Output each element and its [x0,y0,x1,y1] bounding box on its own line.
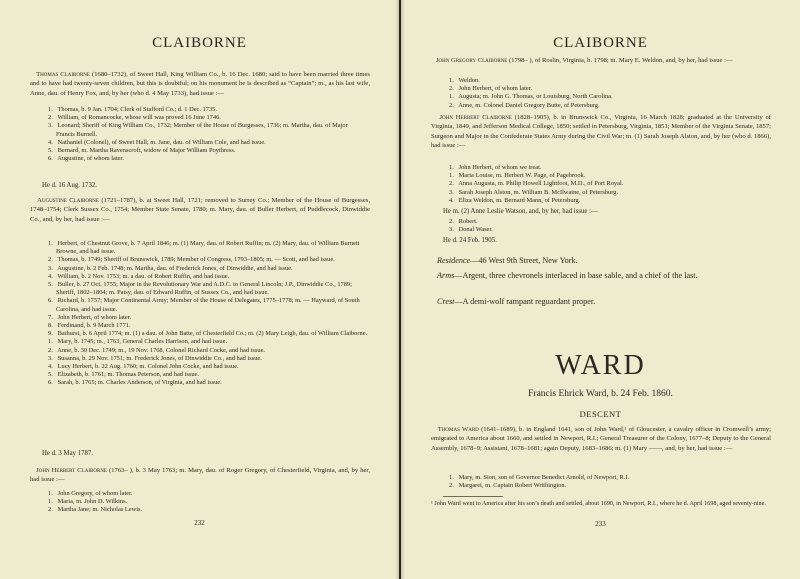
list-item-number: 8. [48,322,53,330]
list-item-number: 5. [48,147,53,155]
person-name: Augustine Claiborne [37,197,99,204]
list-item-text: Donal Waser. [458,226,493,234]
list-item-number: 6. [48,155,53,163]
thomas-ward-children-list [443,474,769,490]
list-item-number: 1. [48,240,53,247]
crest-line [437,296,777,307]
list-item-text: Mary, b. 1745; m., 1763, General Charles Harrison, and had issue. [57,338,228,346]
list-item-text: Susanna, b. 29 Nov. 1751; m. Frederick Jones, of Dinwiddie Co., and had issue. [57,354,262,362]
list-item [42,355,368,363]
descent-heading: DESCENT [579,409,622,419]
arms-line [437,270,755,281]
crest-label: Crest [437,297,455,306]
list-item-number: 2. [48,256,53,264]
list-item-text: Sarah Joseph Alston, m. William B. McIlwaine, of Petersburg. [458,188,619,196]
list-item [443,482,769,490]
death-note: He d. 24 Feb. 1905. [443,237,497,244]
list-item-text: Weldon. [458,77,480,84]
list-item [42,363,368,371]
arms-value: —Argent, three chevronels interlaced in base sable, and a chief of the last. [454,271,698,280]
list-item-text: William, b. 2 Nov. 1753; m. a dau. of Robert Ruffin, and had issue. [57,272,230,280]
list-item [443,93,769,101]
list-item [42,122,368,138]
list-item [42,240,368,256]
list-item-text: John Herbert, of whom later. [57,313,132,321]
augustine-claiborne-paragraph [30,196,370,224]
list-item [443,172,769,180]
list-item-text: Thomas, b. 1749; Sheriff of Brunswick, 1789; Member of Congress, 1793–1805; m. — Scott, and had issue. [57,256,335,264]
list-item-text: Ferdinand, b. 9 March 1771. [57,322,131,330]
list-item-number: 4. [48,363,53,371]
list-item-number: 1. [48,490,53,497]
list-item-number: 2. [449,218,454,225]
augustine-children-list [42,240,368,388]
list-item [443,474,769,482]
list-item-number: 2. [48,114,53,122]
list-item-text: John Herbert, of whom later. [458,85,533,93]
person-name: John Herbert Claiborne [439,114,512,121]
list-item-text: Richard, b. 1757; Major Continental Army; Member of the House of Delegates, 1775–1778; m. — Hayward, of South Carolina, and had issue. [56,297,360,313]
list-item-text: Thomas, b. 9 Jan. 1704; Clerk of Stafford Co.; d. 1 Dec. 1735. [57,106,217,113]
john-gregory-claiborne-paragraph [431,56,771,65]
thomas-ward-paragraph [431,425,771,453]
thomas-claiborne-paragraph [30,70,370,98]
list-item-text: Robert. [458,218,478,225]
list-item-number: 2. [449,482,454,490]
list-item-number: 4. [48,138,53,146]
list-item-text: Mary, m. Sion, son of Governor Benedict Arnold, of Newport, R.I. [458,474,630,481]
list-item-text: Nathaniel (Colonel), of Sweet Hall; m. Jane, dau. of William Cole, and had issue. [57,138,266,146]
book-gutter-shadow [395,0,405,579]
paragraph-text: (1798– ), of Roslin, Virginia, b. 1798; m. Mary E. Weldon, and, by her, had issue :— [509,57,733,64]
list-item-number: 2. [449,85,454,93]
list-item [42,147,368,155]
list-item-text: William, of Romancocke, whose will was proved 16 June 1746. [57,114,221,122]
john-gregory-children-list [443,77,769,110]
list-item-text: Eliza Weldon, m. Bernard Mann, of Petersburg. [458,196,581,204]
list-item [443,197,769,205]
arms-label: Arms [437,271,455,280]
list-item-number: 5. [48,281,53,289]
list-item-number: 1. [48,498,53,506]
list-item-text: Anne, m. Colonel Daniel Gregory Butte, of Petersburg. [458,101,600,109]
list-item [443,77,769,85]
list-item [42,297,368,313]
death-note: He d. 3 May 1787. [42,450,93,457]
residence-line [437,255,777,266]
list-item [443,180,769,188]
footnote-rule [443,496,503,497]
john-herbert-claiborne-1828-paragraph [431,113,771,151]
list-item-text: Buller, b. 27 Oct. 1755; Major in the Revolutionary War and A.D.C. to General Lincoln; J.P., Dinwiddie Co., 1789; Sheriff, 1802–1804; m. Patsy, dau. of Edward Ruffin, of Sussex Co., and had issue. [56,281,352,297]
list-item-text: Margaret, m. Captain Robert Writhington. [458,482,567,490]
person-name: Thomas Claiborne [36,71,90,78]
list-item-number: 1. [449,172,454,180]
list-item [443,164,769,172]
list-item-number: 2. [449,180,454,188]
list-item-number: 5. [48,371,53,379]
second-marriage-note: He m. (2) Anne Leslie Watson, and, by her, had issue :— [443,208,598,215]
list-item-number: 2. [48,346,53,354]
list-item [42,379,368,387]
list-item-number: 3. [48,122,53,130]
list-item-text: John Gregory, of whom later. [57,490,133,497]
list-item-number: 1. [48,106,53,113]
list-item [42,139,368,147]
list-item [42,338,368,346]
person-name: John Gregory Claiborne [435,57,508,64]
list-item [42,314,368,322]
residence-label: Residence [437,256,471,265]
list-item-number: 3. [449,188,454,196]
list-item-text: Bernard, m. Martha Ravenscroft, widow of Major William Poythress. [57,147,236,155]
john-herbert-children-list [42,490,368,515]
list-item-text: Maria Louise, m. Herbert W. Page, of Pagebrook. [458,172,586,180]
list-item-text: John Herbert, of whom we treat. [458,164,542,171]
list-item-text: Lucy Herbert, b. 22 Aug. 1760; m. Colonel John Cocke, and had issue. [57,363,239,371]
list-item-number: 9. [48,330,53,338]
list-item [42,371,368,379]
list-item-text: Maria, m. John D. Wilkins. [57,498,128,506]
list-item [42,106,368,114]
list-item-number: 3. [48,264,53,272]
page-number: 233 [595,520,606,528]
list-item-text: Herbert, of Chestnut Grove, b. 7 April 1846; m. (1) Mary, dau. of Robert Ruffin; m. (2) Mary, dau. of William Burnett Browne, and had issue. [56,240,360,256]
paragraph-text: (1763– ), b. 3 May 1763; m. Mary, dau. of Roger Gregory, of Chesterfield, Virginia, and, by her, had issue :— [30,467,371,484]
list-item-number: 1. [449,93,454,101]
list-item-text: Leonard; Sheriff of King William Co., 1732; Member of the House of Burgesses, 1736; m. Martha, dau. of Major Francis Burnell. [56,122,348,138]
list-item [42,322,368,330]
list-item-text: Martha Jane; m. Nicholas Lewis. [57,506,143,514]
thomas-children-list [42,106,368,163]
list-item-number: 6. [48,379,53,387]
list-item [443,85,769,93]
list-item [42,347,368,355]
page-number: 232 [194,519,205,527]
left-page-heading: CLAIBORNE [152,35,247,51]
list-item-number: 1. [449,77,454,84]
list-item-text: Augustine, b. 2 Feb. 1748; m. Martha, dau. of Frederick Jones, of Dinwiddie, and had issue. [57,264,293,272]
list-item [42,498,368,506]
list-item-number: 1. [449,164,454,171]
list-item-number: 1. [48,338,53,346]
paragraph-text: (1721–1787), b. at Sweet Hall, 1721; removed to Surrey Co.; Member of the House of Burgesses, 1748–1754; Clerk Sussex Co., 1754; Member State Senate, 1780; m. Mary, dau. of Buller Herbert, of Puddlecock, Dinwiddie Co., and, by her, had issue :— [30,197,370,223]
right-page-heading: CLAIBORNE [553,35,648,51]
list-item-text: Bathurst, b. 6 April 1774; m. (1) a dau. of John Batte, of Chesterfield Co.; m. (2) Mary Leigh, dau. of William Claiborne. [57,330,368,338]
list-item-number: 1. [449,474,454,481]
list-item-number: 4. [449,196,454,204]
list-item-number: 7. [48,313,53,321]
person-name: Thomas Ward [437,426,479,433]
john-herbert-claiborne-paragraph [30,466,370,485]
list-item-number: 3. [449,226,454,234]
list-item [443,226,769,234]
list-item [42,265,368,273]
person-name: John Herbert Claiborne [36,467,107,474]
residence-value: —46 West 9th Street, New York. [470,256,578,265]
list-item [42,281,368,297]
list-item [42,273,368,281]
list-item [42,256,368,264]
right-page [401,0,800,579]
list-item-number: 2. [48,506,53,514]
list-item [443,102,769,110]
list-item-text: Augusta; m. John G. Thomas, or Louisburg, North Carolina. [458,93,613,101]
list-item-text: Elizabeth, b. 1761; m. Thomas Peterson, and had issue. [57,371,199,379]
list-item-number: 4. [48,272,53,280]
paragraph-text: (1680–1732), of Sweet Hall, King William Co., b. 16 Dec. 1680; said to have been married three times and to have had twenty-seven children, but this is doubtful; on his monument he is described as “Captain”; m., as his last wife, Anne, dau. of Henry Fox, and, by her (who d. 4 May 1733), had issue :— [30,71,370,97]
first-marriage-children-list [443,164,769,205]
footnote: ¹ John Ward went to America after his son’s death and settled, about 1690, in Newport, R.I., where he d. April 1698, aged seventy-nine. [431,500,766,507]
list-item-text: Anna Augusta, m. Philip Howell Lightfoot, M.D., of Port Royal. [458,180,624,188]
list-item [42,506,368,514]
list-item [42,330,368,338]
list-item [42,490,368,498]
death-note: He d. 16 Aug. 1732. [42,182,97,189]
paragraph-text: (1641–1689), b. in England 1641, son of John Ward,¹ of Gloucester, a cavalry officer in Cromwell’s army; emigrated to America about 1660, and settled in Newport, R.I.; General Treasurer of the Colony, 1677–8; Deputy to the General Assembly, 1678–9; Assistant, 1678–1681; again Deputy, 1683–1686; m. (1) Mary ——, and, by her, had issue :— [431,426,771,452]
list-item [443,189,769,197]
ward-heading: WARD [555,350,646,381]
ward-subheading: Francis Ehrick Ward, b. 24 Feb. 1860. [528,389,673,399]
list-item-number: 6. [48,297,53,305]
left-page [0,0,399,579]
second-marriage-children-list [443,218,769,234]
crest-value: —A demi-wolf rampant reguardant proper. [454,297,596,306]
list-item-text: Sarah, b. 1765; m. Charles Anderson, of Virginia, and had issue. [57,379,222,387]
list-item [443,218,769,226]
list-item [42,155,368,163]
list-item-number: 3. [48,354,53,362]
list-item-text: Anne, b. 30 Dec. 1749; m., 19 Nov. 1768, Colonel Richard Cocke, and had issue. [57,346,266,354]
list-item [42,114,368,122]
list-item-number: 2. [449,101,454,109]
paragraph-text: (1828–1905), b. in Brunswick Co., Virginia, 16 March 1828; graduated at the University of Virginia, 1849, and Jefferson Medical College, 1850; settled in Petersburg, Virginia, 1851; Member of the Virginia Senate, 1857; Surgeon and Major in the Confederate States Army during the Civil War; m. (1) Sarah Joseph Alston, and, by her (who d. 1866), had issue :— [431,114,771,150]
list-item-text: Augustine, of whom later. [57,155,124,163]
